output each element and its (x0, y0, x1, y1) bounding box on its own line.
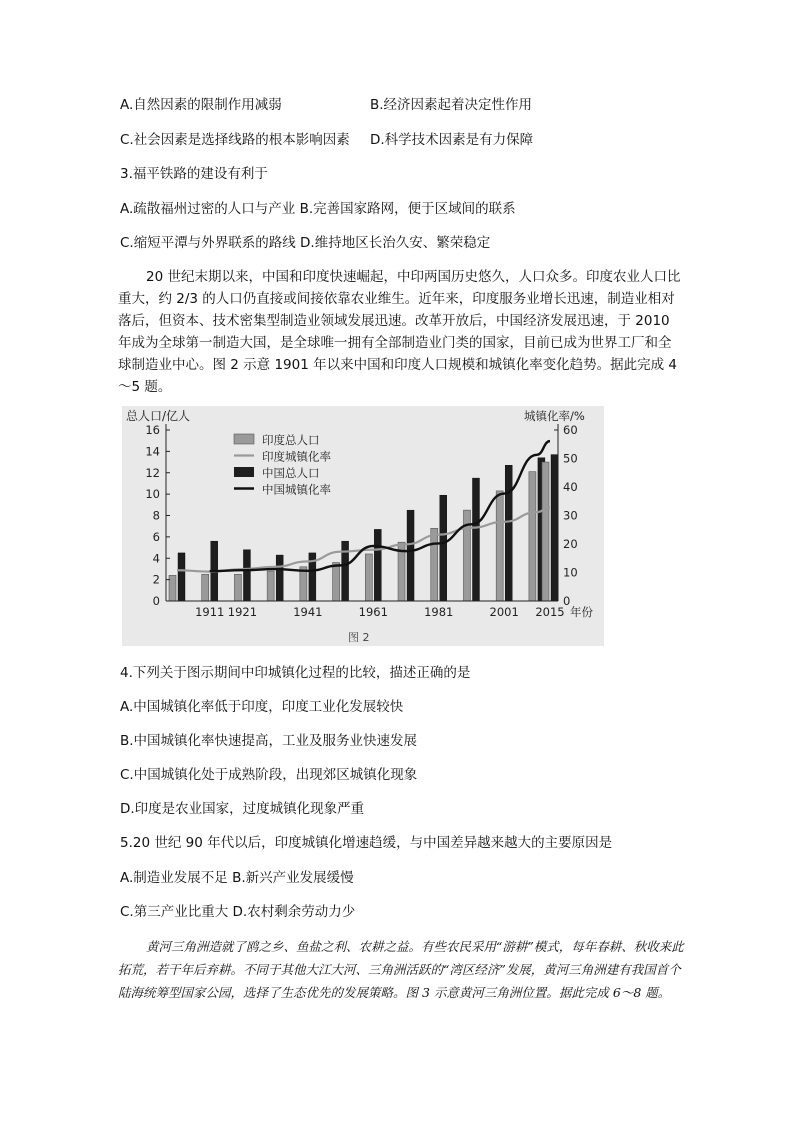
bar-india-population (431, 528, 438, 601)
bar-china-population (243, 550, 250, 601)
bar-india-population (202, 574, 209, 601)
y2-tick-label: 50 (563, 451, 578, 466)
x-tick-label: 1921 (227, 605, 258, 619)
bar-china-population (407, 510, 414, 601)
y2-tick-label: 40 (563, 480, 578, 494)
bar-china-population (374, 529, 381, 601)
y-tick-label: 4 (152, 551, 160, 566)
y2-tick-label: 60 (563, 423, 578, 437)
legend-label: 印度总人口 (262, 433, 320, 447)
bar-india-population (267, 571, 274, 601)
bar-india-population (542, 462, 549, 601)
y-tick-label: 6 (152, 529, 160, 544)
bar-china-population (178, 553, 185, 601)
question-3-options-cd: C.缩短平潭与外界联系的路线 D.维持地区长治久安、繁荣稳定 (120, 235, 491, 251)
y2-tick-label: 0 (563, 594, 571, 608)
legend-label: 中国城镇化率 (262, 482, 331, 497)
question-3-stem: 3.福平铁路的建设有利于 (120, 166, 268, 182)
passage-india-china: 20 世纪末期以来，中国和印度快速崛起，中印两国历史悠久，人口众多。印度农业人口比重大，约 2/3 的人口仍直接或间接依靠农业维生。近年来，印度服务业增长迅速，制造业相对落后，但资本、技术密集型制造业领域发展迅速。改革开放后，中国经济发展迅速，于 2010 年成为全球第一制造大国，是全球唯一拥有全部制造业门类的国家，目前已成为世界工厂和全球制造业中心。图 2 示意 1901 年以来中国和印度人口规模和城镇化率变化趋势。据此完成 4～5 题。 (118, 269, 681, 395)
bar-china-population (551, 455, 558, 601)
bar-india-population (529, 472, 536, 601)
x-axis-title: 年份 (570, 605, 593, 619)
x-tick-label: 2015 (535, 605, 565, 619)
question-4-option-b: B.中国城镇化率快速提高，工业及服务业快速发展 (120, 733, 418, 749)
question-4-stem: 4.下列关于图示期间中印城镇化过程的比较，描述正确的是 (120, 665, 471, 681)
bar-china-population (342, 541, 349, 601)
option-d: D.科学技术因素是有力保障 (370, 132, 534, 148)
question-5-options-ab: A.制造业发展不足 B.新兴产业发展缓慢 (120, 870, 354, 886)
x-tick-label: 2001 (489, 605, 519, 619)
question-4-option-c: C.中国城镇化处于成熟阶段，出现郊区城镇化现象 (120, 767, 418, 783)
bar-china-population (276, 555, 283, 601)
passage-yellow-river-delta: 黄河三角洲造就了鸥之乡、鱼盐之利、农耕之益。有些农民采用“游耕”模式，每年春耕、秋收来此拓荒，若干年后弃耕。不同于其他大江大河、三角洲活跃的“湾区经济”发展，黄河三角洲建有我国首个陆海统筹型国家公园，选择了生态优先的发展策略。图 3 示意黄河三角洲位置。据此完成 6～8 题。 (118, 939, 684, 1000)
bar-india-population (496, 491, 503, 601)
figure-2-chart (122, 406, 604, 646)
bar-india-population (333, 563, 340, 601)
legend-label: 印度城镇化率 (262, 449, 331, 464)
y-tick-label: 8 (152, 508, 160, 523)
chart-svg (122, 406, 604, 646)
x-tick-label: 1941 (293, 605, 323, 619)
y2-tick-label: 10 (563, 565, 578, 580)
question-5-stem: 5.20 世纪 90 年代以后，印度城镇化增速趋缓，与中国差异越来越大的主要原因是 (120, 835, 613, 851)
y-tick-label: 16 (145, 423, 160, 437)
legend-label: 中国总人口 (262, 466, 320, 480)
option-a: A.自然因素的限制作用减弱 (120, 97, 282, 113)
bar-india-population (365, 554, 372, 601)
line-india-urbanization (177, 508, 550, 572)
option-c: C.社会因素是选择线路的根本影响因素 (120, 132, 350, 148)
y2-axis-title: 城镇化率/% (524, 409, 585, 423)
bar-india-population (234, 574, 241, 601)
question-4-option-d: D.印度是农业国家，过度城镇化现象严重 (120, 801, 365, 817)
y2-tick-label: 20 (563, 537, 578, 551)
y-tick-label: 0 (152, 594, 160, 608)
question-4-option-a: A.中国城镇化率低于印度，印度工业化发展较快 (120, 699, 404, 715)
y2-tick-label: 30 (563, 508, 578, 523)
y-tick-label: 2 (152, 572, 160, 587)
y-tick-label: 12 (145, 465, 160, 480)
option-b: B.经济因素起着决定性作用 (370, 97, 533, 113)
bar-china-population (472, 478, 479, 601)
x-tick-label: 1981 (424, 605, 454, 619)
legend-swatch-china-population (234, 467, 254, 477)
legend-swatch-india-population (234, 434, 254, 444)
bar-china-population (440, 495, 447, 601)
x-tick-label: 1961 (358, 605, 388, 619)
question-5-options-cd: C.第三产业比重大 D.农村剩余劳动力少 (120, 904, 356, 920)
y-tick-label: 14 (145, 444, 160, 459)
bar-india-population (169, 575, 176, 601)
x-tick-label: 1911 (195, 605, 225, 619)
y-tick-label: 10 (145, 487, 160, 502)
figure-caption: 图 2 (348, 631, 370, 644)
y-axis-title: 总人口/亿人 (126, 409, 191, 423)
question-3-options-ab: A.疏散福州过密的人口与产业 B.完善国家路网，便于区域间的联系 (120, 201, 516, 217)
bar-china-population (505, 465, 512, 601)
